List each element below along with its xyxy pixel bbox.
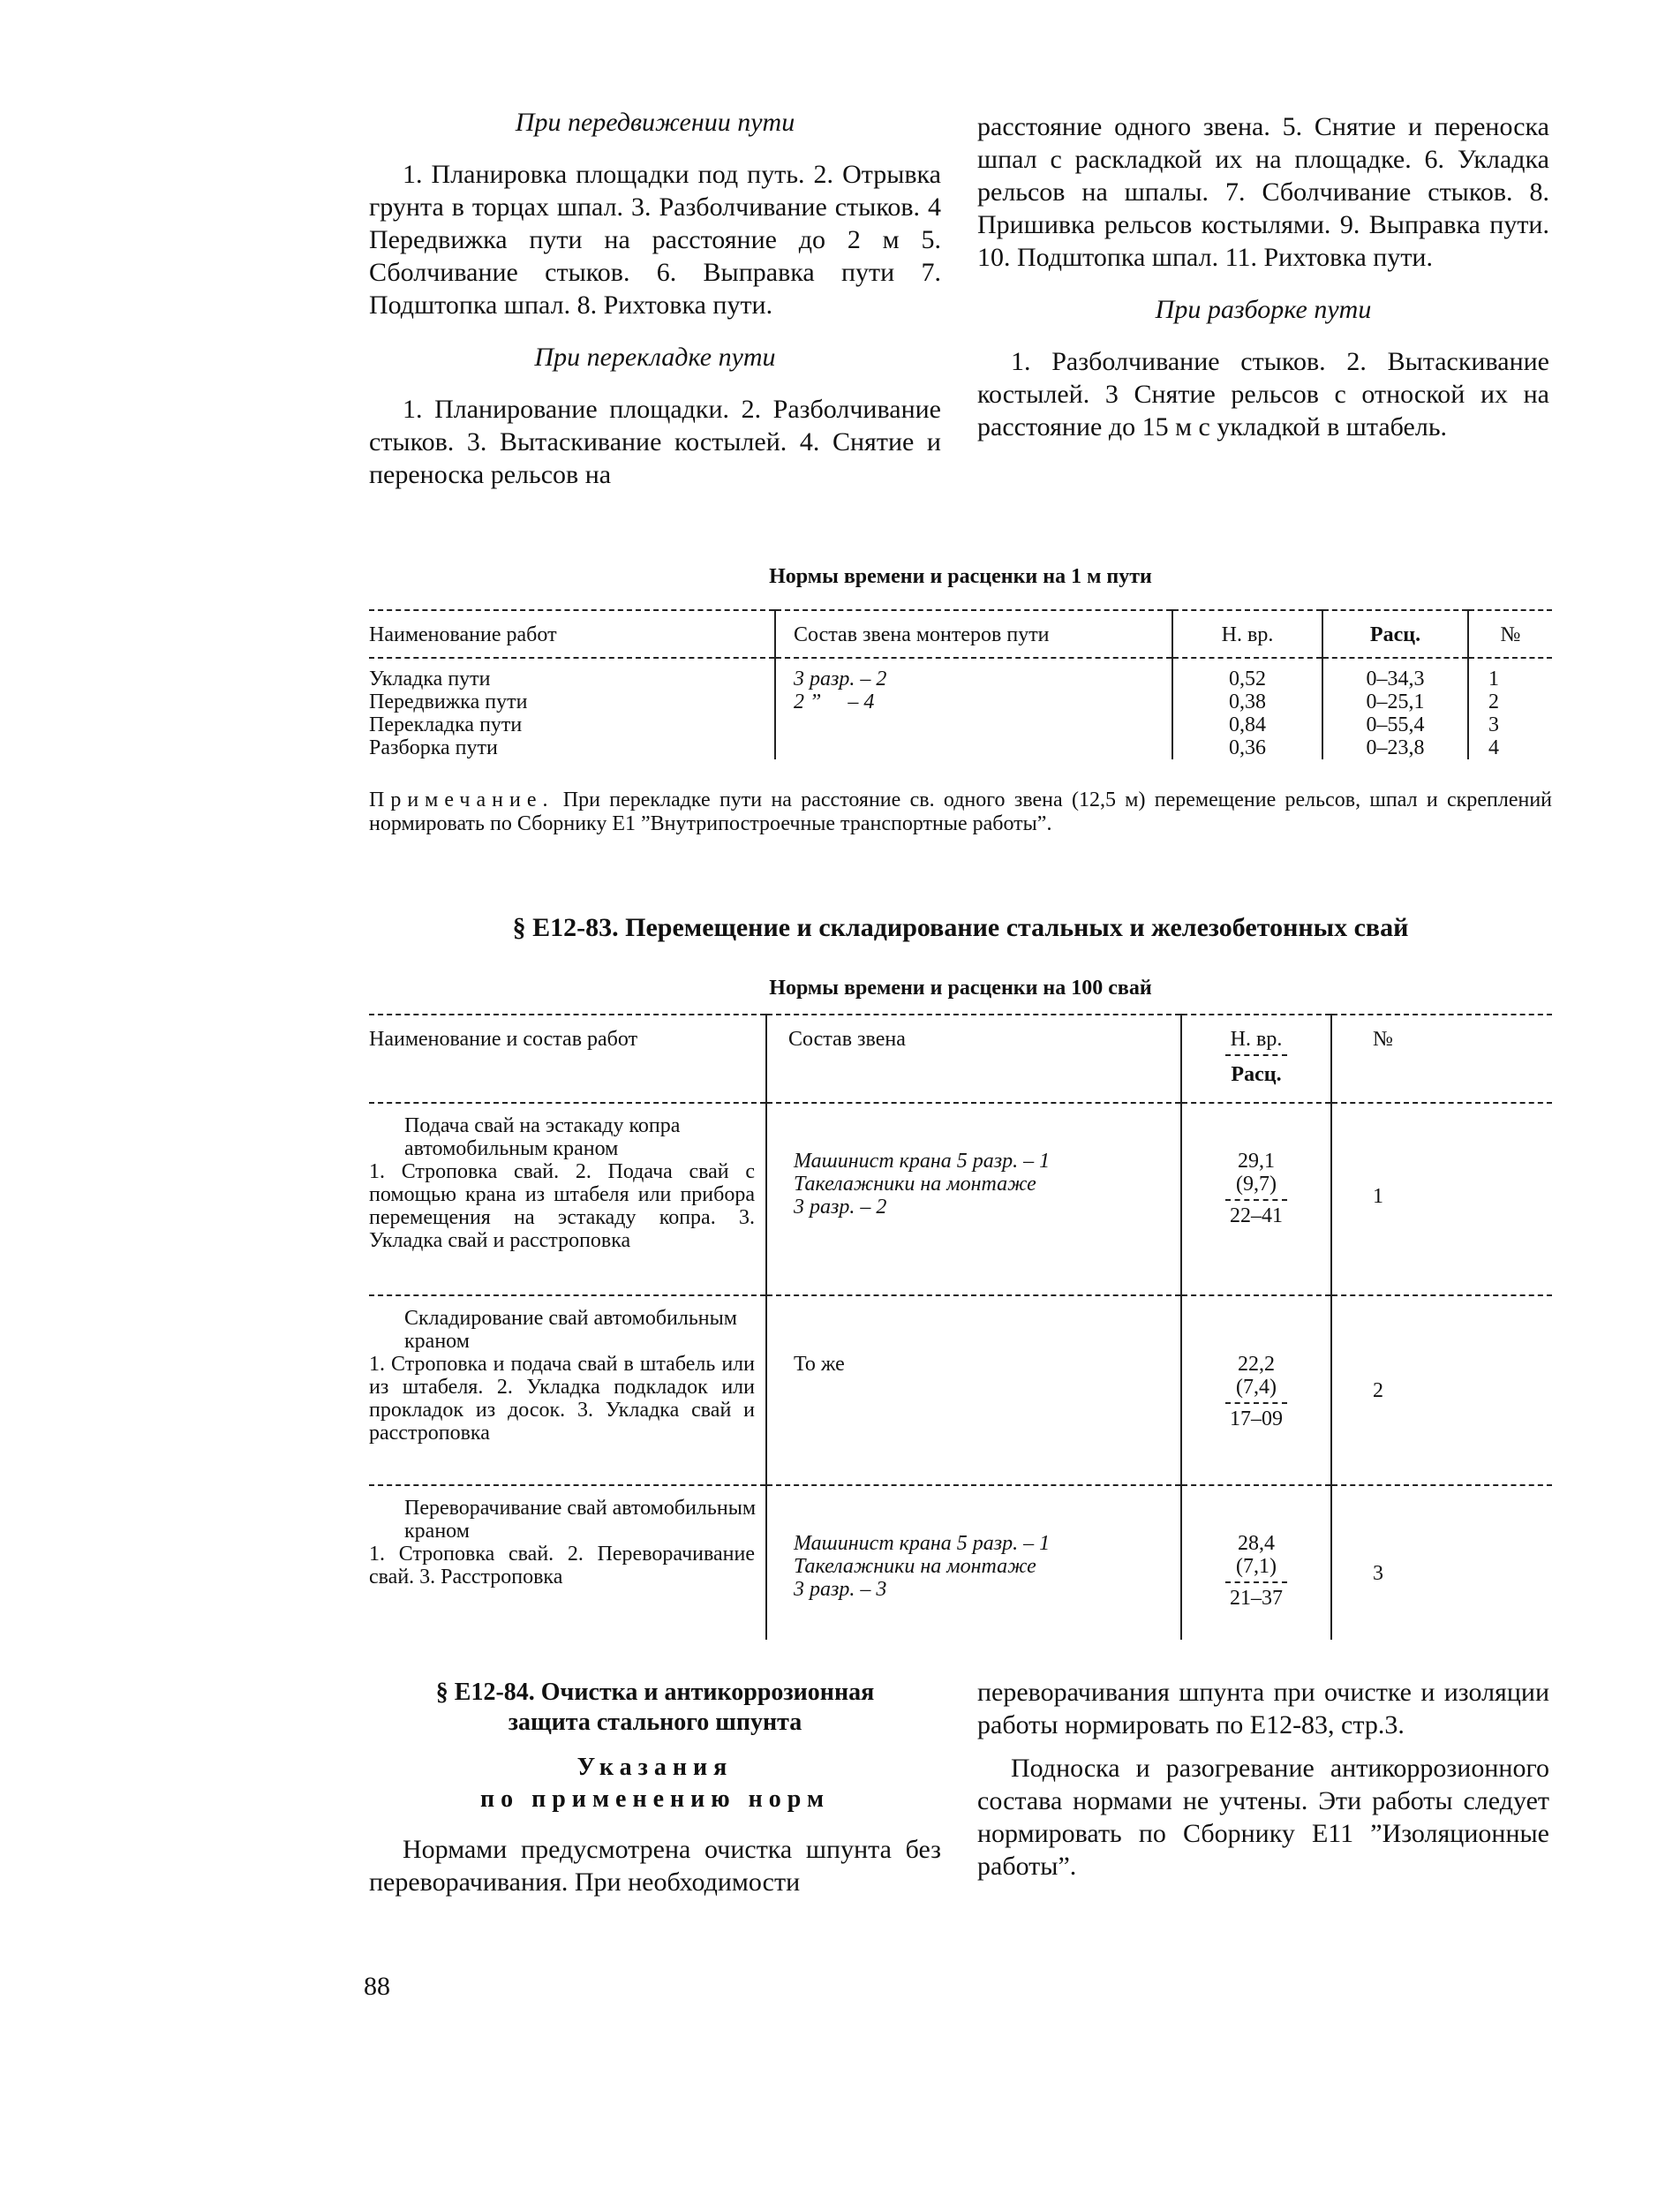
table1-row4-num: 4 [1488,736,1499,759]
section84-sub1: Указания [576,1754,734,1781]
table1-caption: Нормы времени и расценки на 1 м пути [769,565,1152,588]
paragraph-moving-track: 1. Планировка площадки под путь. 2. Отрывка грунта в торцах шпал. 3. Разболчивание стыков. 4 Передвижка пути на расстояние до 2 м 5. Сболчивание стыков. 6. Выправка пути 7. Подштопка шпал. 8. Рихтовка пути. [369,160,941,320]
table1-row2-nvr: 0,38 [1229,690,1266,713]
table1-header-row [369,610,1552,658]
table1-row2-name: Передвижка пути [369,690,528,713]
paragraph-relaying-cont: расстояние одного звена. 5. Снятие и переноска шпал с раскладкой их на площадке. 6. Укладка рельсов на шпалы. 7. Сболчивание стыков. 8. Пришивка рельсов костылями. 9. Выправка пути. 10. Подштопка шпал. 11. Рихтовка пути. [977,112,1549,272]
row2-nvr: 22,2 [1238,1353,1275,1376]
table1-header-rate: Расц. [1322,610,1468,658]
section84-right [977,1676,1549,1883]
row2-rate: 17–09 [1230,1407,1283,1430]
row3-crew-1: Машинист крана 5 разр. – 1 [794,1532,1051,1555]
table1-header-nvr: Н. вр. [1172,610,1322,658]
heading-dismantling-track: При разборке пути [1155,295,1372,324]
section84-right-text1: переворачивания шпунта при очистке и изоляции работы нормировать по Е12-83, стр.3. [977,1678,1549,1739]
row3-divider [1225,1581,1287,1583]
row3-crew-3: 3 разр. – 3 [794,1578,887,1601]
row2-num: 2 [1331,1295,1552,1485]
paragraph-relaying-track: 1. Планирование площадки. 2. Разболчивание стыков. 3. Вытаскивание костылей. 4. Снятие и переноска рельсов на [369,395,941,489]
table1-header-num: № [1468,610,1552,658]
table1-row1-crew: 3 разр. – 2 [794,668,887,690]
row1-crew-1: Машинист крана 5 разр. – 1 [794,1150,1051,1173]
right-column-top [977,110,1549,443]
row3-crew-2: Такелажники на монтаже [794,1555,1036,1578]
table2-header-crew: Состав звена [766,1015,1181,1103]
row1-nvr: 29,1 [1238,1150,1275,1173]
table1-row3-num: 3 [1488,713,1499,736]
table1-row4-nvr: 0,36 [1229,736,1266,759]
section84-left [369,1678,941,1898]
row3-title: Переворачивание свай автомобильным краном [404,1497,757,1543]
table1-row3-rate: 0–55,4 [1366,713,1425,736]
table-row [369,658,1552,759]
table2-header-rate: Расц. [1231,1063,1282,1086]
table1-row3-name: Перекладка пути [369,713,523,736]
row1-crew-2: Такелажники на монтаже [794,1173,1036,1196]
section84-left-text: Нормами предусмотрена очистка шпунта без переворачивания. При необходимости [369,1835,941,1897]
row2-nvr-machine: (7,4) [1236,1376,1277,1399]
left-column-top [369,106,941,491]
heading-moving-track: При передвижении пути [515,108,795,137]
row3-nvr-machine: (7,1) [1236,1555,1277,1578]
table-row [369,1295,1552,1485]
table-row [369,1485,1552,1640]
table1-row4-name: Разборка пути [369,736,498,759]
section84-title: § Е12-84. Очистка и антикоррозионная защита стального шпунта [435,1679,875,1736]
row1-title: Подача свай на эстакаду копра автомобильным краном [404,1114,681,1160]
section83-caption: Нормы времени и расценки на 100 свай [769,977,1152,1000]
section84-sub2: по применению норм [479,1785,831,1813]
row1-nvr-machine: (9,7) [1236,1173,1277,1196]
row1-body: 1. Строповка свай. 2. Подача свай с помощью крана из штабеля или прибора перемещения на эстакаду копра. 3. Укладка свай и расстроповка [369,1160,755,1252]
row3-nvr: 28,4 [1238,1532,1275,1555]
section83-title: § Е12-83. Перемещение и складирование стальных и железобетонных свай [512,913,1409,942]
table2-header-nvr: Н. вр. [1230,1028,1283,1051]
table1-row1-num: 1 [1488,668,1499,690]
paragraph-dismantling-track: 1. Разболчивание стыков. 2. Вытаскивание костылей. 3 Снятие рельсов с отноской их на расстояние до 15 м с укладкой в штабель. [977,347,1549,441]
table2-header-num: № [1331,1015,1552,1103]
table1-note [369,789,1552,836]
table1-header-crew: Состав звена монтеров пути [775,610,1172,658]
row2-crew: То же [794,1353,845,1376]
row1-crew-3: 3 разр. – 2 [794,1196,887,1219]
section84-left-paragraph [369,1833,941,1898]
header-divider [1225,1054,1287,1056]
row1-rate: 22–41 [1230,1204,1283,1227]
row1-divider [1225,1199,1287,1201]
row2-body: 1. Строповка и подача свай в штабель или из штабеля. 2. Укладка подкладок или прокладок из досок. 3. Укладка свай и расстроповка [369,1353,755,1445]
note-label: Примечание. [369,789,554,811]
table2-header-name: Наименование и состав работ [369,1028,638,1051]
row2-title: Складирование свай автомобильным краном [404,1307,737,1353]
section84-right-text2: Подноска и разогревание антикоррозионного состава нормами не учтены. Эти работы следует нормировать по Сборнику Е11 ”Изоляционные работы”. [977,1754,1549,1881]
row3-num: 3 [1331,1485,1552,1640]
table1-row4-rate: 0–23,8 [1366,736,1425,759]
row1-num: 1 [1331,1103,1552,1295]
table1-row1-rate: 0–34,3 [1366,668,1425,690]
table1-row2-crew: 2 ” – 4 [794,690,875,713]
row2-divider [1225,1402,1287,1404]
norms-table-piles [369,1014,1552,1640]
table2-header-row [369,1015,1552,1103]
note-text: При перекладке пути на расстояние св. одного звена (12,5 м) перемещение рельсов, шпал и скреплений нормировать по Сборнику Е1 ”Внутрипостроечные транспортные работы”. [369,789,1553,835]
table1-header-name: Наименование работ [369,623,557,646]
row3-rate: 21–37 [1230,1587,1283,1610]
table1-row1-name: Укладка пути [369,668,491,690]
table-row [369,1103,1552,1295]
table1-row2-num: 2 [1488,690,1499,713]
row3-body: 1. Строповка свай. 2. Переворачивание свай. 3. Расстроповка [369,1543,755,1588]
heading-relaying-track: При перекладке пути [534,343,776,372]
page-number: 88 [364,1972,390,2001]
table1-row1-nvr: 0,52 [1229,668,1266,690]
table1-row2-rate: 0–25,1 [1366,690,1425,713]
norms-table-track [369,609,1552,759]
table1-row3-nvr: 0,84 [1229,713,1266,736]
